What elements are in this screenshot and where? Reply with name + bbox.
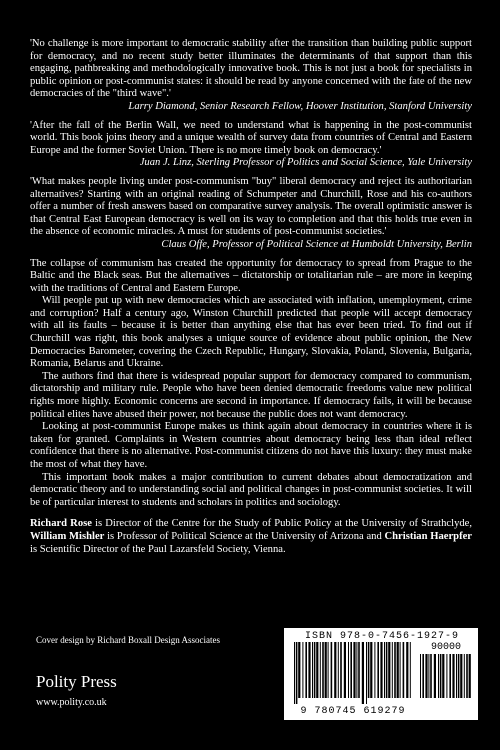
barcode-bar <box>410 642 411 698</box>
endorsement-quote <box>30 38 472 114</box>
endorsement-quote <box>30 176 472 252</box>
quote-attribution: Larry Diamond, Senior Research Fellow, Hoover Institution, Stanford University <box>128 100 472 112</box>
barcode-bar <box>370 642 372 698</box>
barcode-bar <box>296 642 298 704</box>
barcode-bar <box>438 654 439 698</box>
barcode-bar <box>348 642 349 698</box>
barcode-bar <box>392 642 393 698</box>
barcode-bar <box>308 642 310 698</box>
barcode-bar <box>334 642 336 698</box>
barcode-bar <box>442 654 444 698</box>
barcode-bar <box>320 642 321 698</box>
barcode-addon-bars <box>420 654 472 704</box>
endorsement-quote <box>30 120 472 170</box>
barcode-bar <box>366 642 367 704</box>
description-paragraph: The collapse of communism has created the opportunity for democracy to spread from Prague to the Baltic and the Black seas. But the alternatives – dictatorship or totalitarian rule – are more in keeping with the traditions of Central and Eastern Europe. <box>30 257 472 294</box>
barcode-bar <box>358 642 360 698</box>
barcode-bar <box>430 654 432 698</box>
barcode-bar <box>428 654 429 698</box>
author-bios <box>30 518 472 556</box>
barcode-bar <box>314 642 316 698</box>
barcode-bar <box>458 654 460 698</box>
author-name: Christian Haerpfer <box>384 530 473 542</box>
publisher-name: Polity Press <box>36 672 117 691</box>
isbn-barcode <box>284 628 478 720</box>
quote-text: 'After the fall of the Berlin Wall, we need to understand what is happening in the post-communist world. This book joins theory and a unique wealth of survey data from countries of Central and Eastern Europe and the former Soviet Union. There is no more timely book on democracy.' <box>30 119 472 156</box>
author-name: Richard Rose <box>30 518 92 530</box>
barcode-bar <box>464 654 465 698</box>
quote-attribution: Juan J. Linz, Sterling Professor of Politics and Social Science, Yale University <box>139 157 472 169</box>
barcode-bar <box>384 642 385 698</box>
barcode-bar <box>394 642 396 698</box>
isbn-label: ISBN 978-0-7456-1927-9 <box>304 631 460 642</box>
barcode-bar <box>302 642 303 698</box>
barcode-bar <box>325 642 327 698</box>
quote-text: 'No challenge is more important to democratic stability after the transition than building public support for democracy, and no recent study better illuminates the determinants of that support than this engaging, pathbreaking and methodologically innovative book. This is not just a book for specialists in public opinion or post-communist states: it should be read by anyone concerned with the fate of the new democracies of the "third wave".' <box>30 38 472 100</box>
barcode-bar <box>368 642 370 698</box>
barcode-bar <box>466 654 468 698</box>
barcode-bar <box>422 654 424 698</box>
barcode-bar <box>353 642 355 698</box>
barcode-bars <box>294 642 412 704</box>
barcode-bar <box>350 642 352 698</box>
barcode-bar <box>400 642 401 698</box>
barcode-bar <box>440 654 442 698</box>
barcode-bar <box>434 654 436 698</box>
barcode-bar <box>386 642 388 698</box>
author-description: is Professor of Political Science at the University of Arizona and <box>104 530 385 542</box>
author-description: is Scientific Director of the Paul Lazarsfeld Society, Vienna. <box>30 543 286 555</box>
barcode-bar <box>449 654 451 698</box>
author-description: is Director of the Centre for the Study of Public Policy at the University of Strathclyde, <box>91 518 473 530</box>
barcode-bar <box>316 642 318 698</box>
barcode-bar <box>403 642 405 698</box>
quote-attribution: Claus Offe, Professor of Political Science at Humboldt University, Berlin <box>161 238 472 250</box>
description-paragraph: This important book makes a major contribution to current debates about democratization and democratic theory and to understanding social and political changes in post-communist societies. It will be of particular interest to students and scholars in politics and sociology. <box>30 471 472 508</box>
description-paragraph: Looking at post-communist Europe makes us think again about democracy in countries where it is taken for granted. Complaints in Western countries about democracy being less than ideal reflect confidence that there is no alternative. Post-communist citizens do not have this luxury: they must make the most of what they have. <box>30 421 472 470</box>
publisher-block <box>36 672 117 709</box>
cover-design-credit: Cover design by Richard Boxall Design Associates <box>36 635 220 645</box>
barcode-bar <box>406 642 408 698</box>
barcode-bar <box>294 642 295 704</box>
barcode-addon-label: 90000 <box>430 642 461 653</box>
barcode-bar <box>338 642 339 698</box>
barcode-bar <box>446 654 447 698</box>
barcode-bar <box>322 642 324 698</box>
barcode-bar <box>377 642 379 698</box>
barcode-bar <box>305 642 307 698</box>
barcode-bar <box>397 642 399 698</box>
barcode-bar <box>312 642 313 698</box>
barcode-bar <box>362 642 364 704</box>
description-paragraph: The authors find that there is widespread popular support for democracy compared to communism, dictatorship and military rule. People who have been denied democratic freedoms value new political rights more highly. Economic concerns are second in importance. If democracy fails, it will be because political elites have abused their power, not because the public does not want democracy. <box>30 370 472 420</box>
barcode-bar <box>388 642 390 698</box>
barcode-bar <box>356 642 357 698</box>
barcode-bar <box>380 642 382 698</box>
barcode-bar <box>469 654 471 698</box>
quote-text: 'What makes people living under post-communism "buy" liberal democracy and reject its authoritarian alternatives? Starting with an original reading of Schumpeter and Churchill, Rose and his co-authors offer a number of fresh answers based on comparative survey analysis. The overall optimistic answer is that Central East European democracy is well on its way to completion and that this holds true even in the absence of economic miracles. A must for students of post-communist societies.' <box>30 175 472 238</box>
author-name: William Mishler <box>30 530 105 542</box>
barcode-bar <box>328 642 329 698</box>
barcode-bar <box>460 654 462 698</box>
barcode-bar <box>374 642 375 698</box>
barcode-bar <box>425 654 427 698</box>
barcode-bar <box>420 654 421 698</box>
barcode-bar <box>344 642 346 698</box>
barcode-bar <box>331 642 333 698</box>
ean-number: 9 780745 619279 <box>300 706 406 717</box>
barcode-bar <box>298 642 300 698</box>
barcode-bar <box>452 654 454 698</box>
publisher-url: www.polity.co.uk <box>36 697 107 708</box>
description-paragraph: Will people put up with new democracies which are associated with inflation, unemployment, crime and corruption? Half a century ago, Winston Churchill predicted that people will accept democracy with all its faults – because it is better than anything else that has ever been tried. To find out if Churchill was right, this book analyses a unique source of evidence about public opinion, the New Democracies Barometer, covering the Czech Republic, Hungary, Slovakia, Poland, Slovenia, Bulgaria, Romania, Belarus and Ukraine. <box>30 295 472 370</box>
barcode-bar <box>340 642 342 698</box>
barcode-bar <box>456 654 457 698</box>
back-cover-text <box>30 38 472 556</box>
